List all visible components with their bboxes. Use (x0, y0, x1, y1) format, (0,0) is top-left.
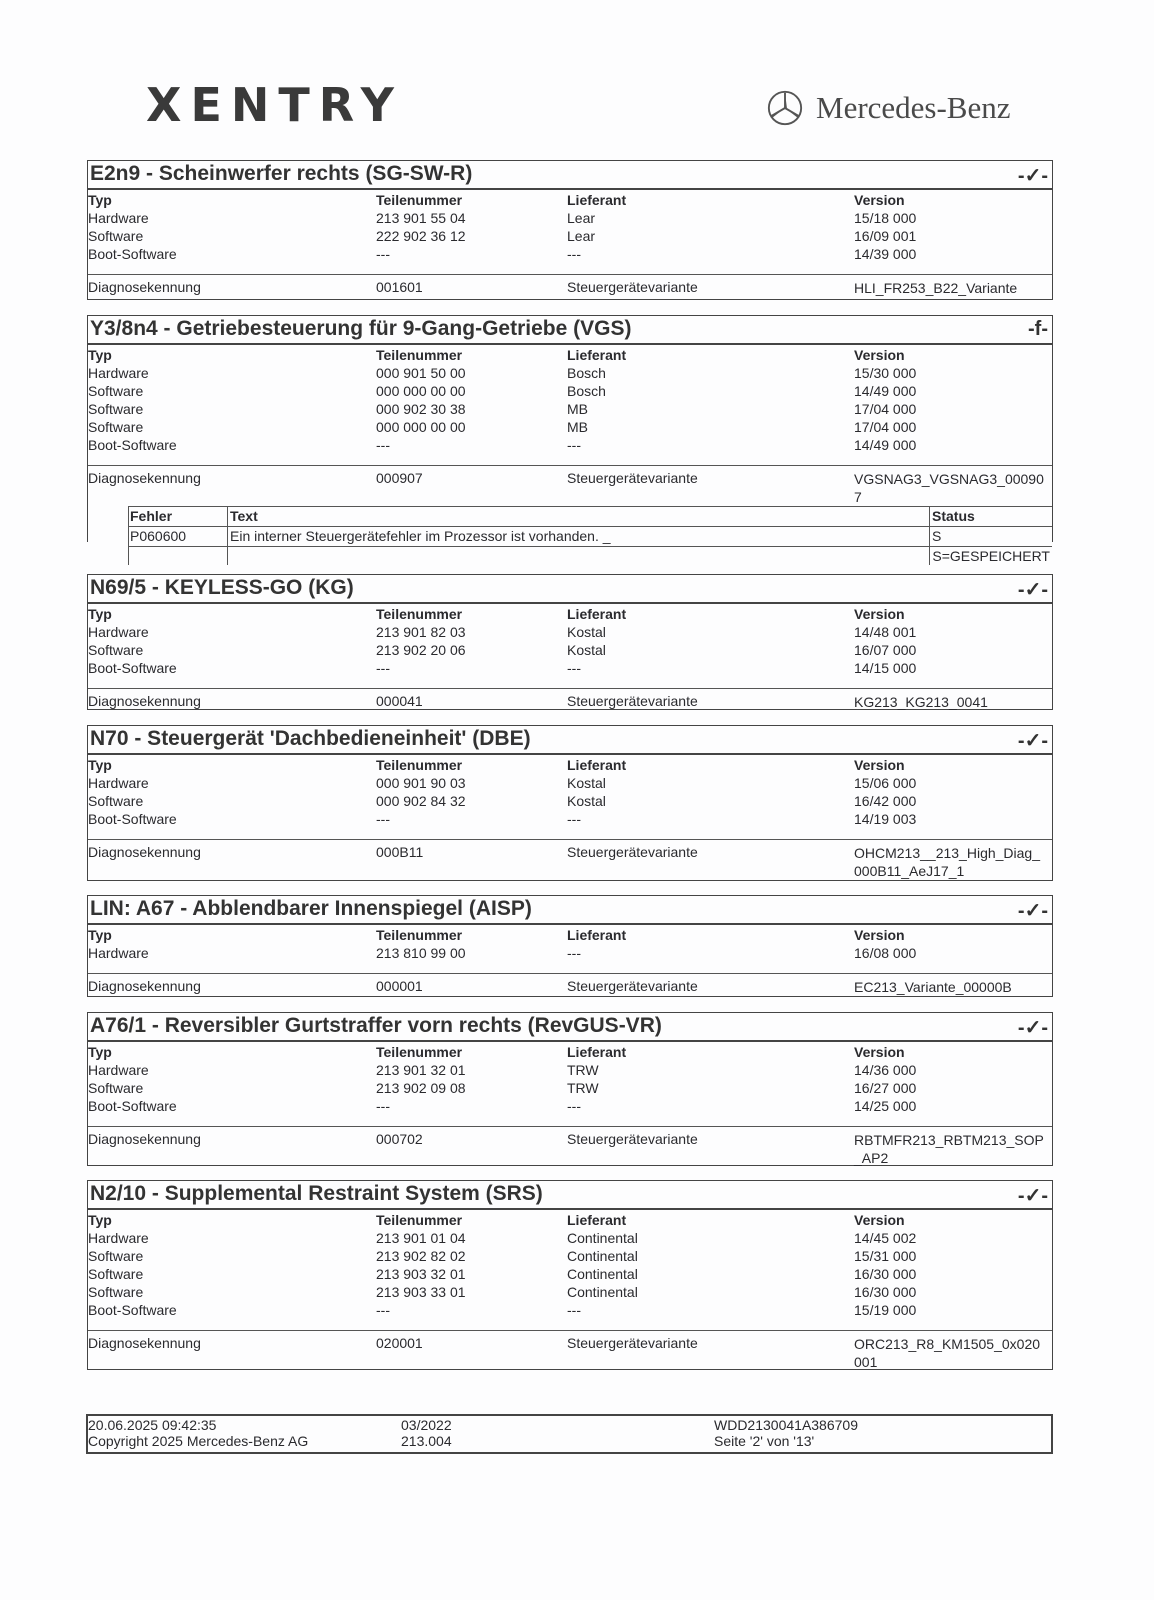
diagnosis-row: Diagnosekennung 000702 Steuergerätevariante RBTMFR213_RBTM213_SOP_AP2 (88, 1126, 1052, 1169)
table-row: Boot-Software --- --- 14/15 000 (88, 660, 917, 676)
diagnosis-row: Diagnosekennung 000041 Steuergerätevariante KG213_KG213_0041 (88, 688, 1052, 713)
column-header-row: Typ Teilenummer Lieferant Version (88, 606, 905, 622)
fault-status: S (932, 528, 942, 544)
table-row: Boot-Software --- --- 14/25 000 (88, 1098, 917, 1114)
mercedes-star-icon (766, 89, 804, 127)
status-fault-icon: -f- (1028, 318, 1048, 340)
table-row: Software 213 902 20 06 Kostal 16/07 000 (88, 642, 917, 658)
table-row: Hardware 213 901 32 01 TRW 14/36 000 (88, 1062, 917, 1078)
table-row: Boot-Software --- --- 14/19 003 (88, 811, 917, 827)
diagnosis-row: Diagnosekennung 001601 Steuergerätevariante HLI_FR253_B22_Variante (88, 274, 1052, 301)
diagnosis-row: Diagnosekennung 000B11 Steuergerätevariante OHCM213__213_High_Diag_000B11_AeJ17_1 (88, 839, 1052, 882)
page-number: Seite '2' von '13' (714, 1433, 815, 1449)
table-row: Software 000 000 00 00 MB 17/04 000 (88, 419, 917, 435)
table-row: Software 222 902 36 12 Lear 16/09 001 (88, 228, 917, 244)
diagnosis-row: Diagnosekennung 000907 Steuergerätevariante VGSNAG3_VGSNAG3_000907 (88, 465, 1052, 506)
fault-table (128, 506, 1052, 565)
brand-name: Mercedes-Benz (816, 90, 1011, 125)
page-footer (86, 1414, 1053, 1454)
status-check-icon: -✓- (1017, 900, 1048, 922)
table-row: Software 213 903 32 01 Continental 16/30 000 (88, 1266, 917, 1282)
print-datetime: 20.06.2025 09:42:35 (88, 1417, 217, 1433)
ecu-section (87, 895, 1053, 997)
software-version: 213.004 (401, 1433, 452, 1449)
section-title: N69/5 - KEYLESS-GO (KG) (90, 576, 354, 599)
section-title: N70 - Steuergerät 'Dachbedieneinheit' (DBE) (90, 727, 531, 750)
mercedes-benz-logo (766, 86, 1011, 130)
column-header-row: Typ Teilenummer Lieferant Version (88, 927, 905, 943)
ecu-section (87, 315, 1053, 564)
table-row: Hardware 000 901 50 00 Bosch 15/30 000 (88, 365, 917, 381)
ecu-section (87, 160, 1053, 300)
copyright: Copyright 2025 Mercedes-Benz AG (88, 1433, 309, 1449)
column-header-row: Typ Teilenummer Lieferant Version (88, 757, 905, 773)
column-header-row: Typ Teilenummer Lieferant Version (88, 192, 905, 208)
table-row: Hardware 000 901 90 03 Kostal 15/06 000 (88, 775, 917, 791)
ecu-section (87, 574, 1053, 710)
table-row: Hardware 213 901 01 04 Continental 14/45 002 (88, 1230, 917, 1246)
vin: WDD2130041A386709 (714, 1417, 858, 1433)
table-row: Software 213 902 09 08 TRW 16/27 000 (88, 1080, 917, 1096)
table-row: Boot-Software --- --- 14/49 000 (88, 437, 917, 453)
status-check-icon: -✓- (1017, 1017, 1048, 1039)
database-date: 03/2022 (401, 1417, 452, 1433)
fault-code: P060600 (130, 528, 187, 544)
ecu-section (87, 725, 1053, 881)
status-check-icon: -✓- (1017, 579, 1048, 601)
fault-legend: S=GESPEICHERT (932, 548, 1050, 564)
status-check-icon: -✓- (1017, 165, 1048, 187)
diagnosis-row: Diagnosekennung 020001 Steuergerätevariante ORC213_R8_KM1505_0x020001 (88, 1330, 1052, 1373)
table-row: Software 000 902 30 38 MB 17/04 000 (88, 401, 917, 417)
column-header-row: Typ Teilenummer Lieferant Version (88, 1044, 905, 1060)
table-row: Software 000 000 00 00 Bosch 14/49 000 (88, 383, 917, 399)
status-check-icon: -✓- (1017, 1185, 1048, 1207)
fault-header-row: Fehler Text Status (128, 507, 1052, 527)
status-check-icon: -✓- (1017, 730, 1048, 752)
table-row: Hardware 213 810 99 00 --- 16/08 000 (88, 945, 917, 961)
diagnosis-row: Diagnosekennung 000001 Steuergerätevariante EC213_Variante_00000B (88, 973, 1052, 998)
table-row: Boot-Software --- --- 14/39 000 (88, 246, 917, 262)
xentry-logo: XENTRY (146, 78, 403, 132)
section-title: N2/10 - Supplemental Restraint System (SRS) (90, 1182, 543, 1205)
section-title: Y3/8n4 - Getriebesteuerung für 9-Gang-Getriebe (VGS) (90, 317, 632, 340)
fault-text: Ein interner Steuergerätefehler im Prozessor ist vorhanden. _ (230, 528, 611, 544)
table-row: Software 000 902 84 32 Kostal 16/42 000 (88, 793, 917, 809)
column-header-row: Typ Teilenummer Lieferant Version (88, 347, 905, 363)
column-header-row: Typ Teilenummer Lieferant Version (88, 1212, 905, 1228)
table-row: Hardware 213 901 55 04 Lear 15/18 000 (88, 210, 917, 226)
table-row: Boot-Software --- --- 15/19 000 (88, 1302, 917, 1318)
ecu-section (87, 1012, 1053, 1166)
fault-row (128, 527, 1052, 547)
section-title: LIN: A67 - Abblendbarer Innenspiegel (AISP) (90, 897, 532, 920)
ecu-section (87, 1180, 1053, 1370)
table-row: Hardware 213 901 82 03 Kostal 14/48 001 (88, 624, 917, 640)
section-title: A76/1 - Reversibler Gurtstraffer vorn rechts (RevGUS-VR) (90, 1014, 662, 1037)
section-title: E2n9 - Scheinwerfer rechts (SG-SW-R) (90, 162, 473, 185)
table-row: Software 213 902 82 02 Continental 15/31 000 (88, 1248, 917, 1264)
table-row: Software 213 903 33 01 Continental 16/30 000 (88, 1284, 917, 1300)
